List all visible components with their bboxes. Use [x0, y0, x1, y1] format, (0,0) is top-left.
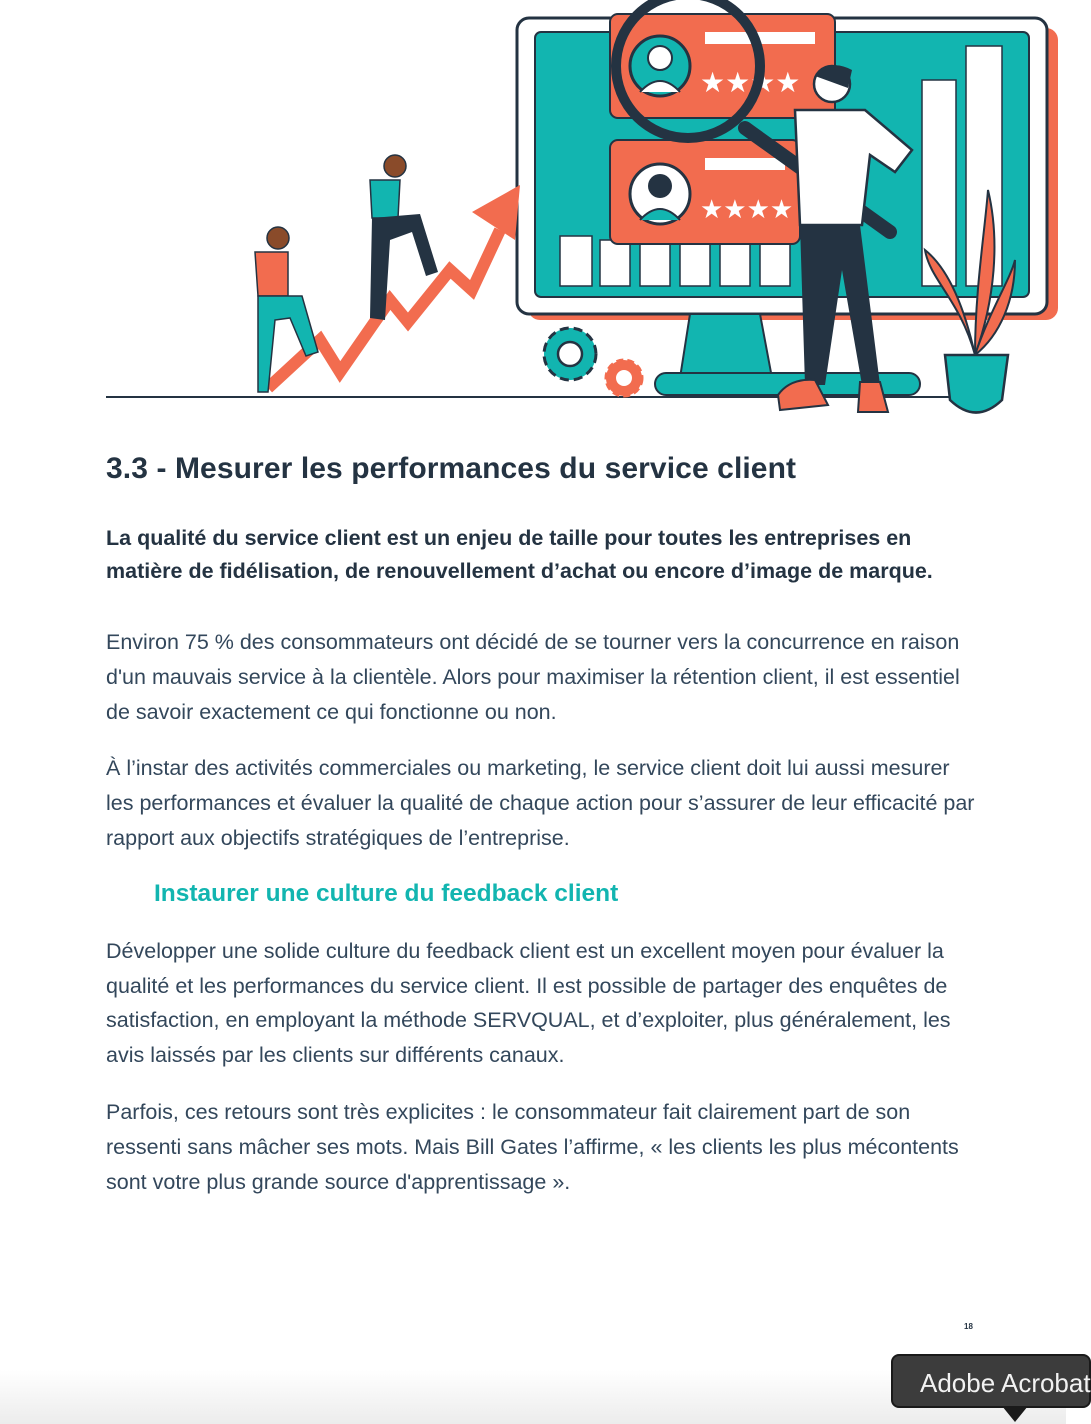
page-number: 18 — [964, 1322, 973, 1331]
tooltip-pointer — [1002, 1406, 1028, 1422]
page-content — [106, 452, 976, 1199]
body-paragraph-2: À l’instar des activités commerciales ou marketing, le service client doit lui aussi mesurer les performances et évaluer la qualité de chaque action pour s’assurer de leur efficacité par rapport aux objectifs stratégiques de l’entreprise. — [106, 756, 975, 850]
subheading: Instaurer une culture du feedback client — [154, 879, 619, 907]
body-paragraph-3: Développer une solide culture du feedback client est un excellent moyen pour évaluer la qualité et les performances du service client. Il est possible de partager des enquêtes de satisfaction, en employant la méthode SERVQUAL, et d’exploiter, plus généralement, les avis laissés par les clients sur différents canaux. — [106, 938, 951, 1068]
svg-text:★★★★: ★★★★ — [700, 195, 794, 225]
lead-paragraph: La qualité du service client est un enjeu de taille pour toutes les entreprises en matière de fidélisation, de renouvellement d’achat ou encore d’image de marque. — [106, 526, 933, 583]
body-paragraph-1: Environ 75 % des consommateurs ont décidé de se tourner vers la concurrence en raison d'un mauvais service à la clientèle. Alors pour maximiser la rétention client, il est essentiel de savoir exactement ce qui fonctionne ou non. — [106, 630, 960, 724]
section-title: 3.3 - Mesurer les performances du service client — [106, 452, 797, 485]
header-illustration — [0, 0, 1066, 430]
svg-text:★★★★: ★★★★ — [700, 66, 801, 99]
body-paragraph-4: Parfois, ces retours sont très explicites : le consommateur fait clairement part de son ressenti sans mâcher ses mots. Mais Bill Gates l’affirme, « les clients les plus mécontents sont votre plus grande source d'apprentissage ». — [106, 1099, 959, 1194]
gear-icon — [544, 328, 642, 396]
review-card-top — [610, 14, 835, 118]
adobe-acrobat-tooltip[interactable]: Adobe Acrobat — [891, 1354, 1091, 1408]
